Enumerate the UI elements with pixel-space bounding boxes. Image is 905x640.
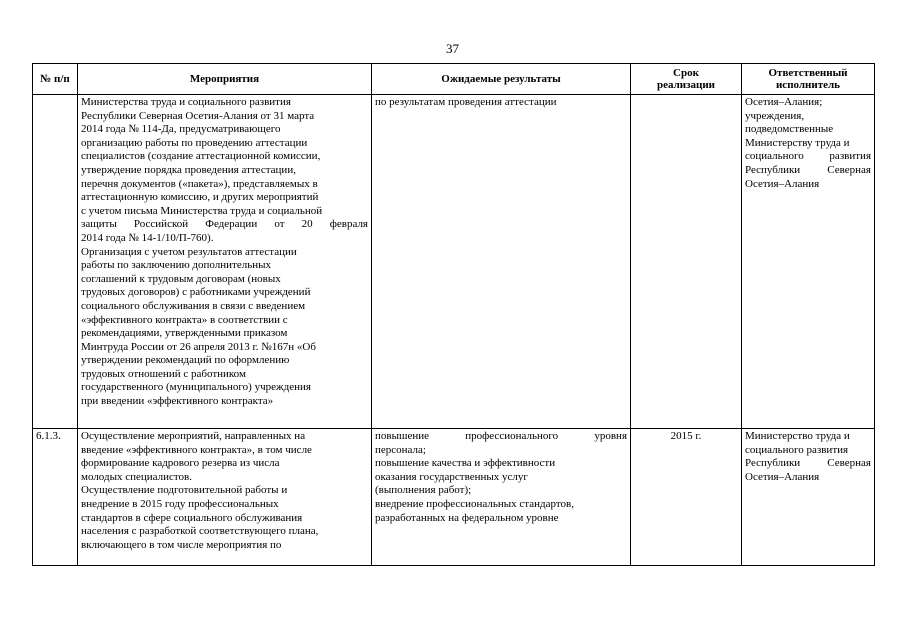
- text-line: Республики Северная: [745, 457, 871, 470]
- header-responsible: Ответственный исполнитель: [742, 64, 875, 95]
- activities-cell: [78, 429, 372, 566]
- text-line: 2014 года № 114-Да, предусматривающего: [81, 123, 281, 136]
- header-results: Ожидаемые результаты: [372, 64, 631, 95]
- header-activities: Мероприятия: [78, 64, 372, 95]
- text-line: введение «эффективного контракта», в том числе: [81, 443, 312, 456]
- row-num-cell: 6.1.3.: [33, 429, 78, 566]
- text-line: утверждение порядка проведения аттестации,: [81, 163, 296, 176]
- responsible-cell: [742, 429, 875, 566]
- text-line: утверждении рекомендаций по оформлению: [81, 354, 290, 367]
- text-line: с учетом письма Министерства труда и социальной: [81, 204, 323, 217]
- text-line: Министерство труда и: [745, 430, 850, 442]
- table-header-row: [33, 64, 875, 95]
- text-line: при введении «эффективного контракта»: [81, 395, 274, 408]
- results-cell: [372, 95, 631, 429]
- text-line: Осуществление подготовительной работы и: [81, 484, 288, 497]
- text-line: государственного (муниципального) учреждения: [81, 381, 311, 394]
- text-line: Республики Северная: [745, 163, 871, 176]
- text-line: Осетия–Алания: [745, 177, 820, 190]
- text-line: трудовых отношений с работником: [81, 367, 246, 380]
- text-line: трудовых договоров) с работниками учреждений: [81, 286, 311, 299]
- text-line: персонала;: [375, 443, 426, 456]
- text-line: повышение качества и эффективности: [375, 457, 556, 470]
- text-line: Минтруда России от 26 апреля 2013 г. №167н «Об: [81, 340, 316, 353]
- text-line: «эффективного контракта» в соответствии с: [81, 313, 288, 326]
- text-line: по результатам проведения аттестации: [375, 96, 557, 108]
- text-line: Республики Северная Осетия-Алания от 31 марта: [81, 109, 315, 122]
- text-line: специалистов (создание аттестационной комиссии,: [81, 150, 321, 163]
- table-row: [33, 429, 875, 566]
- text-line: разработанных на федеральном уровне: [375, 511, 559, 524]
- text-line: 2014 года № 14-1/10/П-760).: [81, 231, 214, 244]
- text-line: повышение профессионального уровня: [375, 430, 627, 442]
- text-line: работы по заключению дополнительных: [81, 259, 272, 272]
- text-line: Осетия–Алания;: [745, 96, 823, 108]
- text-line: организацию работы по проведению аттестации: [81, 136, 308, 149]
- text-line: учреждения,: [745, 109, 805, 122]
- text-line: Осуществление мероприятий, направленных на: [81, 430, 306, 442]
- row-num-cell: [33, 95, 78, 429]
- header-term: Срок реализации: [631, 64, 742, 95]
- header-num: № п/п: [33, 64, 78, 95]
- page-number: 37: [446, 41, 459, 56]
- text-line: подведомственные: [745, 123, 834, 136]
- text-line: оказания государственных услуг: [375, 470, 528, 483]
- plan-table: [32, 63, 875, 566]
- responsible-cell: [742, 95, 875, 429]
- text-line: населения с разработкой соответствующего плана,: [81, 525, 319, 538]
- text-line: Организация с учетом результатов аттестации: [81, 245, 297, 258]
- text-line: Министерству труда и: [745, 136, 850, 149]
- text-line: (выполнения работ);: [375, 484, 472, 497]
- text-line: внедрение профессиональных стандартов,: [375, 497, 574, 510]
- activities-cell: [78, 95, 372, 429]
- text-line: молодых специалистов.: [81, 470, 192, 483]
- text-line: соглашений к трудовым договорам (новых: [81, 272, 281, 285]
- text-line: стандартов в сфере социального обслуживания: [81, 511, 303, 524]
- results-cell: [372, 429, 631, 566]
- table-row: [33, 95, 875, 429]
- text-line: Министерства труда и социального развития: [81, 96, 291, 108]
- text-line: внедрение в 2015 году профессиональных: [81, 497, 279, 510]
- text-line: формирование кадрового резерва из числа: [81, 457, 280, 470]
- text-line: социального развития: [745, 443, 849, 456]
- text-line: рекомендациями, утвержденными приказом: [81, 327, 288, 340]
- text-line: социального развития: [745, 150, 871, 163]
- text-line: перечня документов («пакета»), представляемых в: [81, 177, 318, 190]
- term-cell: 2015 г.: [631, 429, 742, 566]
- text-line: Осетия–Алания: [745, 470, 820, 483]
- text-line: включающего в том числе мероприятия по: [81, 538, 282, 551]
- text-line: аттестационную комиссию, и других мероприятий: [81, 191, 319, 204]
- text-line: социального обслуживания в связи с введением: [81, 299, 306, 312]
- term-cell: [631, 95, 742, 429]
- text-line: защиты Российской Федерации от 20 февраля: [81, 218, 368, 231]
